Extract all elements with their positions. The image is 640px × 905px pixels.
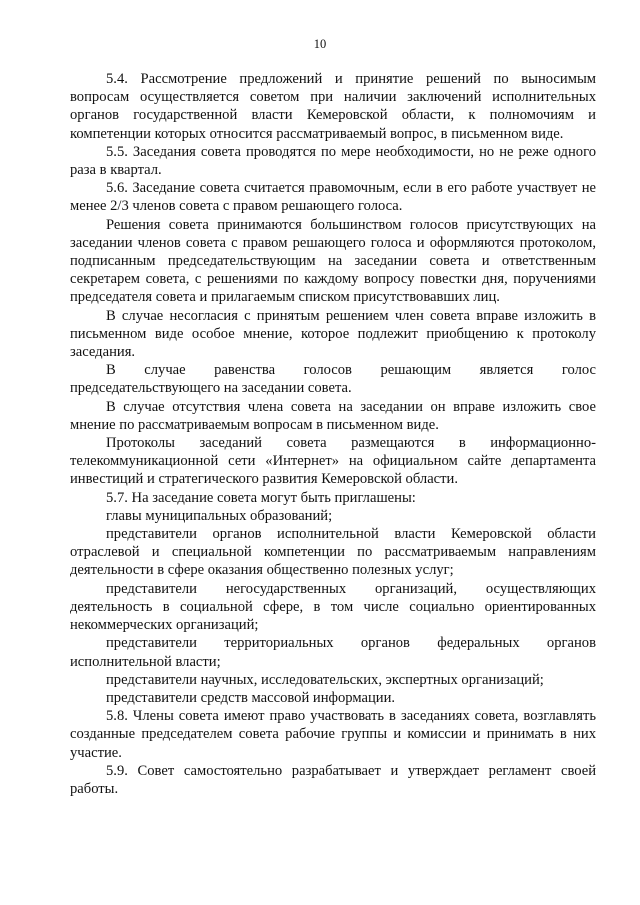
paragraph-5-5: 5.5. Заседания совета проводятся по мере необходимости, но не реже одного раза в квартал. — [70, 143, 596, 179]
paragraph-5-8: 5.8. Члены совета имеют право участвовать в заседаниях совета, возглавлять созданные председателем совета рабочие группы и комиссии и принимать в них участие. — [70, 708, 596, 761]
paragraph-5-6: 5.6. Заседание совета считается правомочным, если в его работе участвует не менее 2/3 членов совета с правом решающего голоса. — [70, 180, 596, 215]
paragraph-dissent: В случае несогласия с принятым решением член совета вправе изложить в письменном виде особое мнение, которое подлежит приобщению к протоколу заседания. — [70, 307, 596, 361]
paragraph-absence: В случае отсутствия члена совета на заседании он вправе изложить свое мнение по рассматриваемым вопросам в письменном виде. — [70, 398, 596, 433]
paragraph-5-7: 5.7. На заседание совета могут быть приглашены: — [106, 489, 416, 506]
paragraph-tie-vote: В случае равенства голосов решающим является голос председательствующего на заседании совета. — [70, 362, 596, 397]
document-body — [70, 70, 596, 798]
paragraph-protocols: Протоколы заседаний совета размещаются в информационно-телекоммуникационной сети «Интернет» на официальном сайте департамента инвестиций и стратегического развития Кемеровской области. — [70, 435, 596, 488]
page-number: 10 — [313, 37, 327, 51]
paragraph-5-4: 5.4. Рассмотрение предложений и принятие решений по выносимым вопросам осуществляется советом при наличии заключений исполнительных органов государственной власти Кемеровской области, к полномочиям и компетенции которых относится рассматриваемый вопрос, в письменном виде. — [70, 71, 596, 142]
paragraph-5-9: 5.9. Совет самостоятельно разрабатывает и утверждает регламент своей работы. — [70, 762, 596, 797]
list-item: представители средств массовой информации. — [106, 689, 396, 706]
list-item: представители негосударственных организаций, осуществляющих деятельность в социальной сфере, в том числе социально ориентированных некоммерческих организаций; — [70, 580, 596, 634]
list-item: представители органов исполнительной власти Кемеровской области отраслевой и специальной компетенции по рассматриваемым направлениям деятельности в сфере оказания общественно полезных услуг; — [70, 526, 596, 579]
paragraph-decisions: Решения совета принимаются большинством голосов присутствующих на заседании членов совета с правом решающего голоса и оформляются протоколом, подписанным председательствующим на заседании совета и ответственным секретарем совета, с решениями по каждому вопросу повестки дня, поручениями председателя совета и прилагаемым списком присутствовавших лиц. — [70, 216, 596, 306]
list-item: представители научных, исследовательских, экспертных организаций; — [106, 671, 544, 688]
list-item: представители территориальных органов федеральных органов исполнительной власти; — [70, 635, 596, 670]
list-item: главы муниципальных образований; — [106, 507, 333, 524]
